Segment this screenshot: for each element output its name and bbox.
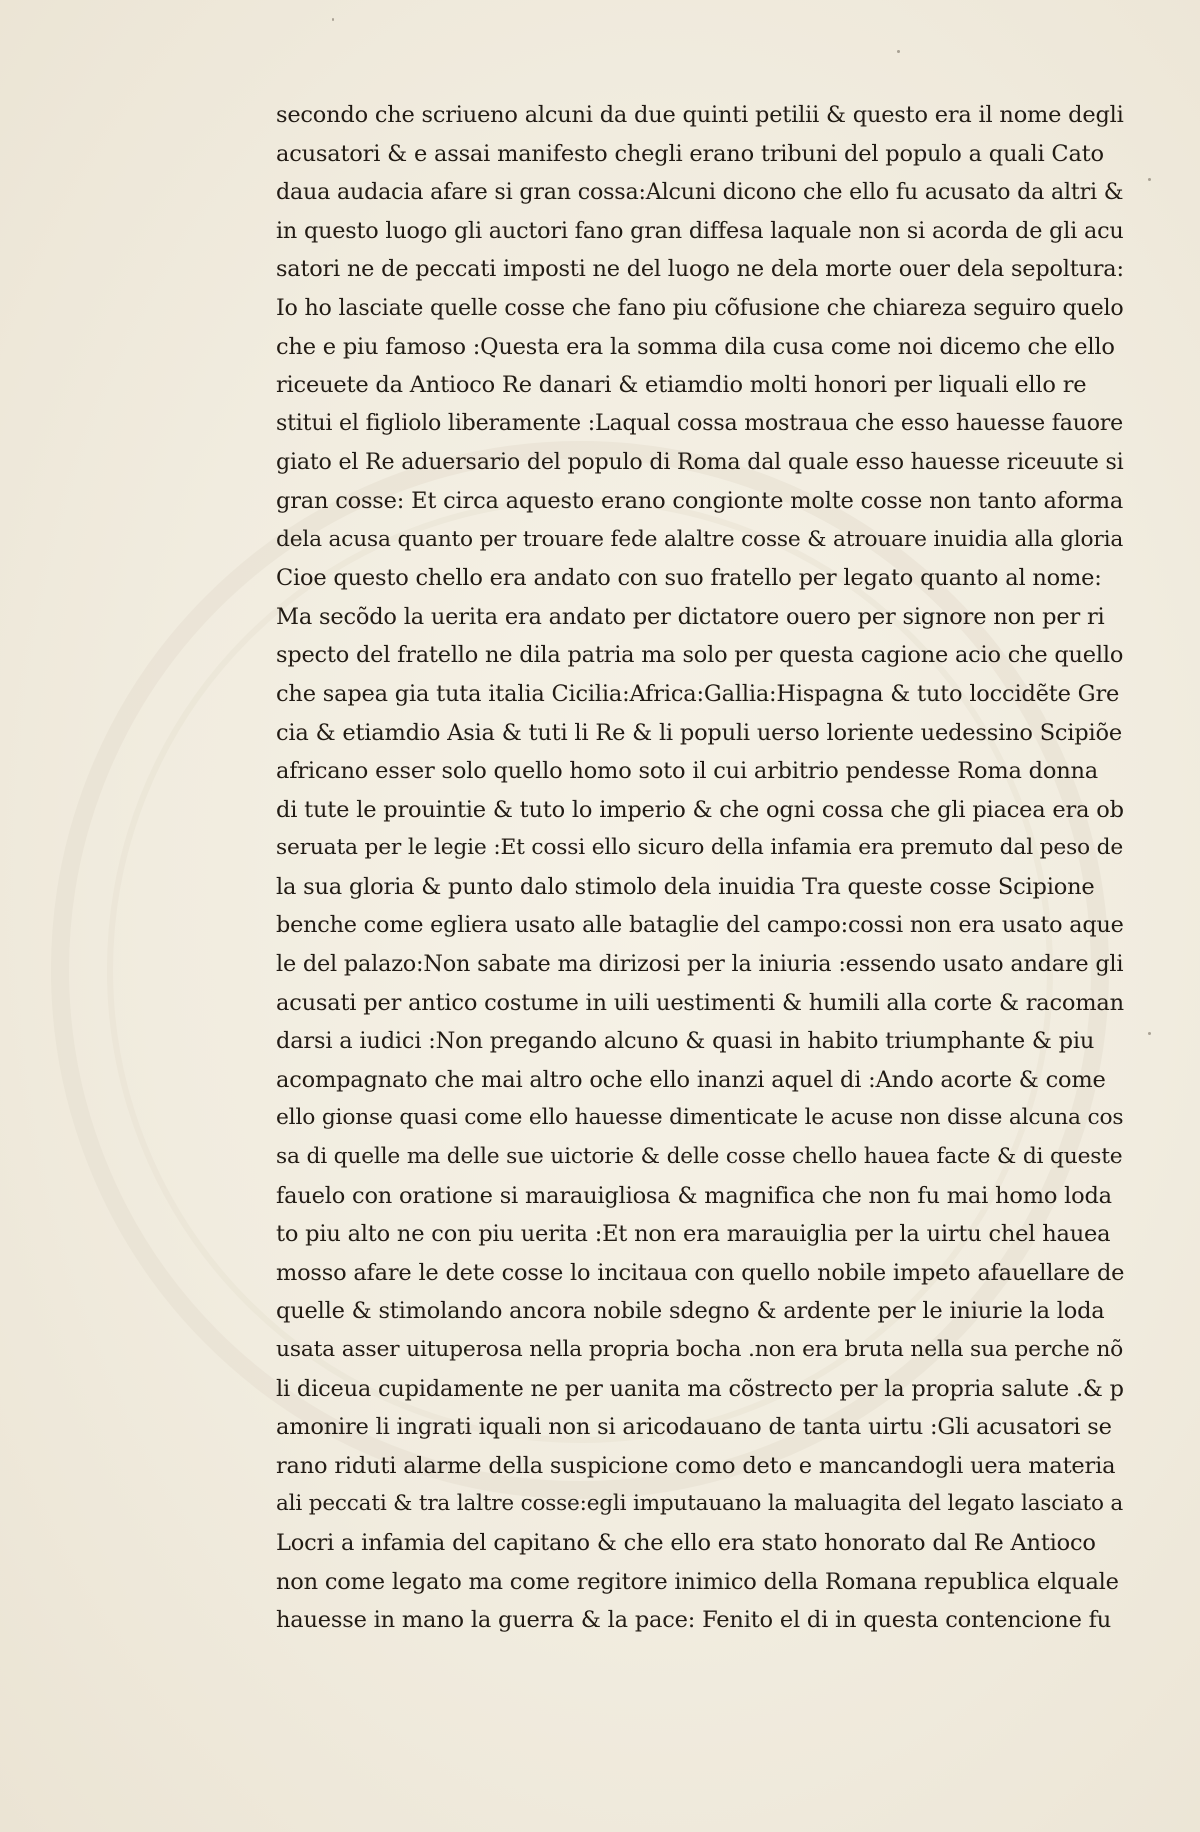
text-line: darsi a iudici :Non pregando alcuno & quasi in habito triumphante & piu — [276, 1028, 1095, 1055]
text-line: to piu alto ne con piu uerita :Et non era marauiglia per la uirtu chel hauea — [276, 1221, 1111, 1248]
text-line: satori ne de peccati imposti ne del luogo ne dela morte ouer dela sepoltura: — [276, 256, 1124, 283]
text-line: riceuete da Antioco Re danari & etiamdio molti honori per liquali ello re — [276, 372, 1087, 399]
text-line: sa di quelle ma delle sue uictorie & delle cosse chello hauea facte & di queste — [276, 1144, 1123, 1170]
paper-speck — [1148, 1032, 1151, 1035]
text-line: mosso afare le dete cosse lo incitaua con quello nobile impeto afauellare de — [276, 1259, 1124, 1286]
text-line: acusati per antico costume in uili uestimenti & humili alla corte & racoman — [276, 989, 1124, 1016]
text-line: stitui el figliolo liberamente :Laqual cossa mostraua che esso hauesse fauore — [276, 410, 1124, 436]
text-line: hauesse in mano la guerra & la pace: Fenito el di in questa contencione fu — [276, 1607, 1112, 1634]
text-line: che sapea gia tuta italia Cicilia:Africa:Gallia:Hispagna & tuto loccidẽte Gre — [276, 680, 1120, 707]
text-line: Io ho lasciate quelle cosse che fano piu cõfusione che chiareza seguiro quelo — [276, 294, 1124, 321]
text-line: ali peccati & tra laltre cosse:egli imputauano la maluagita del legato lasciato a — [276, 1491, 1124, 1517]
text-line: amonire li ingrati iquali non si aricodauano de tanta uirtu :Gli acusatori se — [276, 1414, 1112, 1441]
text-line: ello gionse quasi come ello hauesse dimenticate le acuse non disse alcuna cos — [276, 1105, 1124, 1131]
text-line: gran cosse: Et circa aquesto erano congionte molte cosse non tanto aforma — [276, 487, 1124, 514]
text-line: Ma secõdo la uerita era andato per dictatore ouero per signore non per ri — [276, 603, 1105, 630]
paper-speck — [897, 50, 900, 53]
text-line: quelle & stimolando ancora nobile sdegno & ardente per le iniurie la loda — [276, 1298, 1105, 1325]
text-line: seruata per le legie :Et cossi ello sicuro della infamia era premuto dal peso de — [276, 835, 1124, 861]
paper-speck — [1148, 178, 1151, 181]
main-text — [276, 96, 1124, 1640]
text-line: daua audacia afare si gran cossa:Alcuni dicono che ello fu acusato da altri & — [276, 179, 1124, 206]
text-line: acompagnato che mai altro oche ello inanzi aquel di :Ando acorte & come — [276, 1066, 1106, 1093]
text-line: benche come egliera usato alle bataglie del campo:cossi non era usato aque — [276, 912, 1124, 939]
text-line: specto del fratello ne dila patria ma solo per questa cagione acio che quello — [276, 642, 1124, 669]
text-line: Cioe questo chello era andato con suo fratello per legato quanto al nome: — [276, 565, 1102, 592]
text-line: cia & etiamdio Asia & tuti li Re & li populi uerso loriente uedessino Scipiõe — [276, 719, 1122, 746]
text-line: in questo luogo gli auctori fano gran diffesa laquale non si acorda de gli acu — [276, 217, 1124, 244]
text-line: secondo che scriueno alcuni da due quinti petilii & questo era il nome degli — [276, 102, 1124, 128]
text-line: fauelo con oratione si marauigliosa & magnifica che non fu mai homo loda — [276, 1182, 1112, 1209]
text-line: rano riduti alarme della suspicione como deto e mancandogli uera materia — [276, 1452, 1116, 1479]
text-line: la sua gloria & punto dalo stimolo dela inuidia Tra queste cosse Scipione — [276, 873, 1095, 900]
text-line: usata asser uituperosa nella propria bocha .non era bruta nella sua perche nõ — [276, 1337, 1124, 1362]
text-line: Locri a infamia del capitano & che ello era stato honorato dal Re Antioco — [276, 1529, 1096, 1556]
text-line: africano esser solo quello homo soto il cui arbitrio pendesse Roma donna — [276, 758, 1098, 785]
text-line: non come legato ma come regitore inimico della Romana republica elquale — [276, 1568, 1119, 1595]
text-line: dela acusa quanto per trouare fede alaltre cosse & atrouare inuidia alla gloria — [276, 526, 1124, 552]
text-line: che e piu famoso :Questa era la somma dila cusa come noi dicemo che ello — [276, 333, 1115, 360]
text-line: giato el Re aduersario del populo di Roma dal quale esso hauesse riceuute si — [276, 449, 1124, 476]
paper-speck — [332, 18, 334, 21]
text-line: li diceua cupidamente ne per uanita ma cõstrecto per la propria salute .& p — [276, 1375, 1124, 1402]
text-line: acusatori & e assai manifesto chegli erano tribuni del populo a quali Cato — [276, 140, 1104, 167]
text-line: le del palazo:Non sabate ma dirizosi per la iniuria :essendo usato andare gli — [276, 951, 1124, 978]
text-line: di tute le prouintie & tuto lo imperio & che ogni cossa che gli piacea era ob — [276, 796, 1124, 823]
